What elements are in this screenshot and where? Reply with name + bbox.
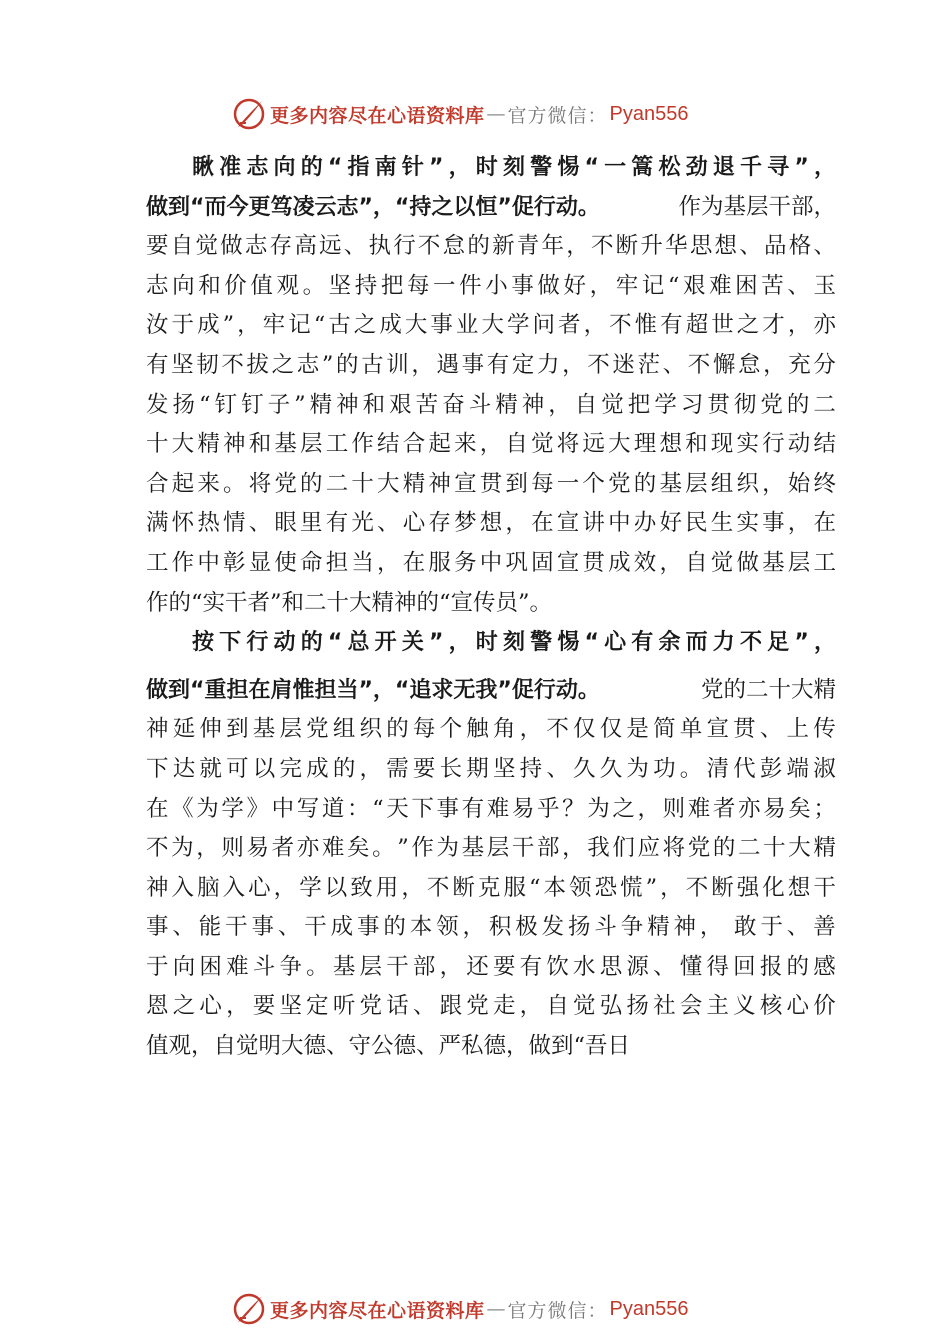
quill-logo-icon bbox=[232, 1292, 266, 1326]
header-contact-id: Pyan556 bbox=[609, 102, 689, 125]
paragraph-line: 于 向 困 难 斗 争 。 基 层 干 部 ， 还 要 有 饮 水 思 源 、 懂 得 回 报 的 感 bbox=[146, 953, 836, 980]
paragraph1-line2-text: 作为基层干部， bbox=[678, 193, 836, 220]
paragraph2-line2 bbox=[146, 671, 836, 711]
paragraph2-heading: 按 下 行 动 的 “ 总 开 关 ” ， 时 刻 警 惕 “ 心 有 余 而 力 不 足 ” ， bbox=[192, 630, 836, 656]
footer-brand-text: 更多内容尽在心语资料库 bbox=[270, 1299, 485, 1322]
paragraph2-heading-cont: 做到“重担在肩惟担当”，“追求无我”促行动。 bbox=[146, 677, 600, 703]
paragraph-line: 作的“实干者”和二十大精神的“宣传员”。 bbox=[146, 589, 553, 616]
paragraph1-line2 bbox=[146, 188, 836, 228]
footer-dash: — bbox=[486, 1298, 506, 1320]
paragraph-line: 合 起 来 。 将 党 的 二 十 大 精 神 宣 贯 到 每 一 个 党 的 基 层 组 织 ， 始 终 bbox=[146, 470, 836, 497]
header-brand-text: 更多内容尽在心语资料库 bbox=[270, 104, 485, 127]
paragraph-line: 神 入 脑 入 心 ， 学 以 致 用 ， 不 断 克 服 “ 本 领 恐 慌 ” ， 不 断 强 化 想 干 bbox=[146, 874, 836, 901]
paragraph-line: 要 自 觉 做 志 存 高 远 、 执 行 不 怠 的 新 青 年 ， 不 断 升 华 思 想 、 品 格 、 bbox=[146, 233, 836, 260]
paragraph-line: 在 《 为 学 》 中 写 道 ： “ 天 下 事 有 难 易 乎 ？ 为 之 ， 则 难 者 亦 易 矣 ； bbox=[146, 795, 836, 822]
footer-contact-id: Pyan556 bbox=[609, 1297, 689, 1320]
paragraph-line: 汝 于 成 ” ， 牢 记 “ 古 之 成 大 事 业 大 学 问 者 ， 不 惟 有 超 世 之 才 ， 亦 bbox=[146, 312, 836, 339]
paragraph-line: 恩 之 心 ， 要 坚 定 听 党 话 、 跟 党 走 ， 自 觉 弘 扬 社 会 主 义 核 心 价 bbox=[146, 993, 836, 1020]
paragraph-line: 不 为 ， 则 易 者 亦 难 矣 。 ” 作 为 基 层 干 部 ， 我 们 应 将 党 的 二 十 大 精 bbox=[146, 835, 836, 862]
paragraph1-heading-cont: 做到“而今更笃凌云志”，“持之以恒”促行动。 bbox=[146, 194, 600, 220]
paragraph-line: 下 达 就 可 以 完 成 的 ， 需 要 长 期 坚 持 、 久 久 为 功 。 清 代 彭 端 淑 bbox=[146, 755, 836, 782]
paragraph-line: 有 坚 韧 不 拔 之 志 ” 的 古 训 ， 遇 事 有 定 力 ， 不 迷 茫 、 不 懈 怠 ， 充 分 bbox=[146, 351, 836, 378]
article-body bbox=[146, 148, 836, 1067]
footer-contact-label: 官方微信： bbox=[507, 1299, 608, 1322]
footer-watermark bbox=[232, 1291, 689, 1327]
paragraph-line: 满 怀 热 情 、 眼 里 有 光 、 心 存 梦 想 ， 在 宣 讲 中 办 好 民 生 实 事 ， 在 bbox=[146, 510, 836, 537]
paragraph-line: 十 大 精 神 和 基 层 工 作 结 合 起 来 ， 自 觉 将 远 大 理 想 和 现 实 行 动 结 bbox=[146, 431, 836, 458]
paragraph-line: 志 向 和 价 值 观 。 坚 持 把 每 一 件 小 事 做 好 ， 牢 记 “ 艰 难 困 苦 、 玉 bbox=[146, 272, 836, 299]
paragraph-line: 工 作 中 彰 显 使 命 担 当 ， 在 服 务 中 巩 固 宣 贯 成 效 ， 自 觉 做 基 层 工 bbox=[146, 549, 836, 576]
header-watermark bbox=[232, 96, 689, 132]
header-contact-label: 官方微信： bbox=[507, 104, 608, 127]
quill-logo-icon bbox=[232, 97, 266, 131]
paragraph-line: 值观，自觉明大德、守公德、严私德，做到“吾日 bbox=[146, 1033, 631, 1060]
paragraph-line: 事 、 能 干 事 、 干 成 事 的 本 领 ， 积 极 发 扬 斗 争 精 神 ， 敢 于 、 善 bbox=[146, 914, 836, 941]
paragraph-line: 发 扬 “ 钉 钉 子 ” 精 神 和 艰 苦 奋 斗 精 神 ， 自 觉 把 学 习 贯 彻 党 的 二 bbox=[146, 391, 836, 418]
paragraph2-line2-text: 党的二十大精 bbox=[700, 676, 836, 703]
paragraph-line: 神 延 伸 到 基 层 党 组 织 的 每 个 触 角 ， 不 仅 仅 是 简 单 宣 贯 、 上 传 bbox=[146, 716, 836, 743]
header-dash: — bbox=[486, 103, 506, 125]
paragraph1-heading: 瞅 准 志 向 的 “ 指 南 针 ” ， 时 刻 警 惕 “ 一 篙 松 劲 退 千 寻 ” ， bbox=[192, 155, 836, 180]
